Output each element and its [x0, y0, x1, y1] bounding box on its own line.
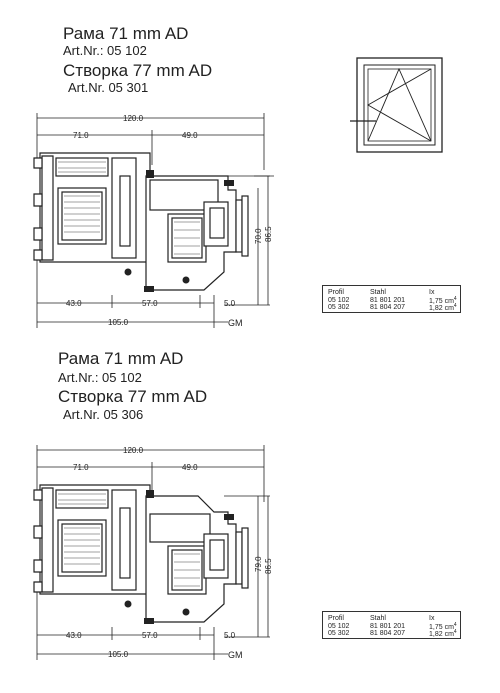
row-profil: 05 102: [328, 623, 350, 630]
row-ix: 1,82 $cm^4$: [429, 629, 457, 638]
sash-art-number-2: Art.Nr. 05 306: [63, 407, 144, 422]
dim-sash-1: 49.0: [182, 131, 198, 140]
header-profil: Profil: [328, 289, 344, 296]
header-ix: Ix: [429, 289, 435, 296]
header-profil: Profil: [328, 615, 344, 622]
row-profil: 05 102: [328, 297, 350, 304]
dim-frame-2: 71.0: [73, 463, 89, 472]
dim-sash-2: 49.0: [182, 463, 198, 472]
header-stahl: Stahl: [370, 289, 386, 296]
dim-bottom-right-2: 5.0: [224, 631, 236, 640]
dim-gm-1: GM: [228, 318, 243, 328]
dim-bottom-left-1: 43.0: [66, 299, 82, 308]
row-stahl: 81 801 201: [370, 623, 406, 630]
row-ix: 1,82 $cm^4$: [429, 303, 457, 312]
dim-bottom-mid-1: 57.0: [142, 299, 158, 308]
dim-height-outer-2: 86.5: [264, 558, 273, 574]
dim-height-outer-1: 86.5: [264, 226, 273, 242]
window-tilt-turn-icon: [350, 55, 450, 155]
frame-title-1: Рама 71 mm AD: [63, 24, 189, 43]
row-ix: 1,75 $cm^4$: [429, 622, 457, 631]
dim-bottom-left-2: 43.0: [66, 631, 82, 640]
dim-total-1: 120.0: [123, 114, 144, 123]
row-stahl: 81 804 207: [370, 304, 406, 311]
row-stahl: 81 801 201: [370, 297, 406, 304]
row-stahl: 81 804 207: [370, 630, 406, 637]
dim-bottom-mid-2: 57.0: [142, 631, 158, 640]
sash-title-2: Створка 77 mm AD: [58, 387, 208, 406]
frame-art-number-2: Art.Nr.: 05 102: [58, 370, 142, 385]
header-stahl: Stahl: [370, 615, 386, 622]
dim-gm-2: GM: [228, 650, 243, 660]
sash-title-1: Створка 77 mm AD: [63, 61, 213, 80]
row-ix: 1,75 $cm^4$: [429, 296, 457, 305]
dim-height-inner-1: 70.0: [254, 228, 263, 244]
row-profil: 05 302: [328, 630, 350, 637]
dim-bottom-total-2: 105.0: [108, 650, 129, 659]
dim-bottom-right-1: 5.0: [224, 299, 236, 308]
spec-table-2: [322, 611, 461, 639]
dim-frame-1: 71.0: [73, 131, 89, 140]
frame-title-2: Рама 71 mm AD: [58, 349, 184, 368]
sash-art-number-1: Art.Nr. 05 301: [68, 80, 149, 95]
row-profil: 05 302: [328, 304, 350, 311]
dim-height-inner-2: 79.0: [254, 556, 263, 572]
dim-total-2: 120.0: [123, 446, 144, 455]
header-ix: Ix: [429, 615, 435, 622]
dim-bottom-total-1: 105.0: [108, 318, 129, 327]
frame-art-number-1: Art.Nr.: 05 102: [63, 43, 147, 58]
spec-table-1: [322, 285, 461, 313]
profile-section-drawing-1: [28, 110, 278, 335]
profile-section-drawing-2: [28, 442, 278, 667]
